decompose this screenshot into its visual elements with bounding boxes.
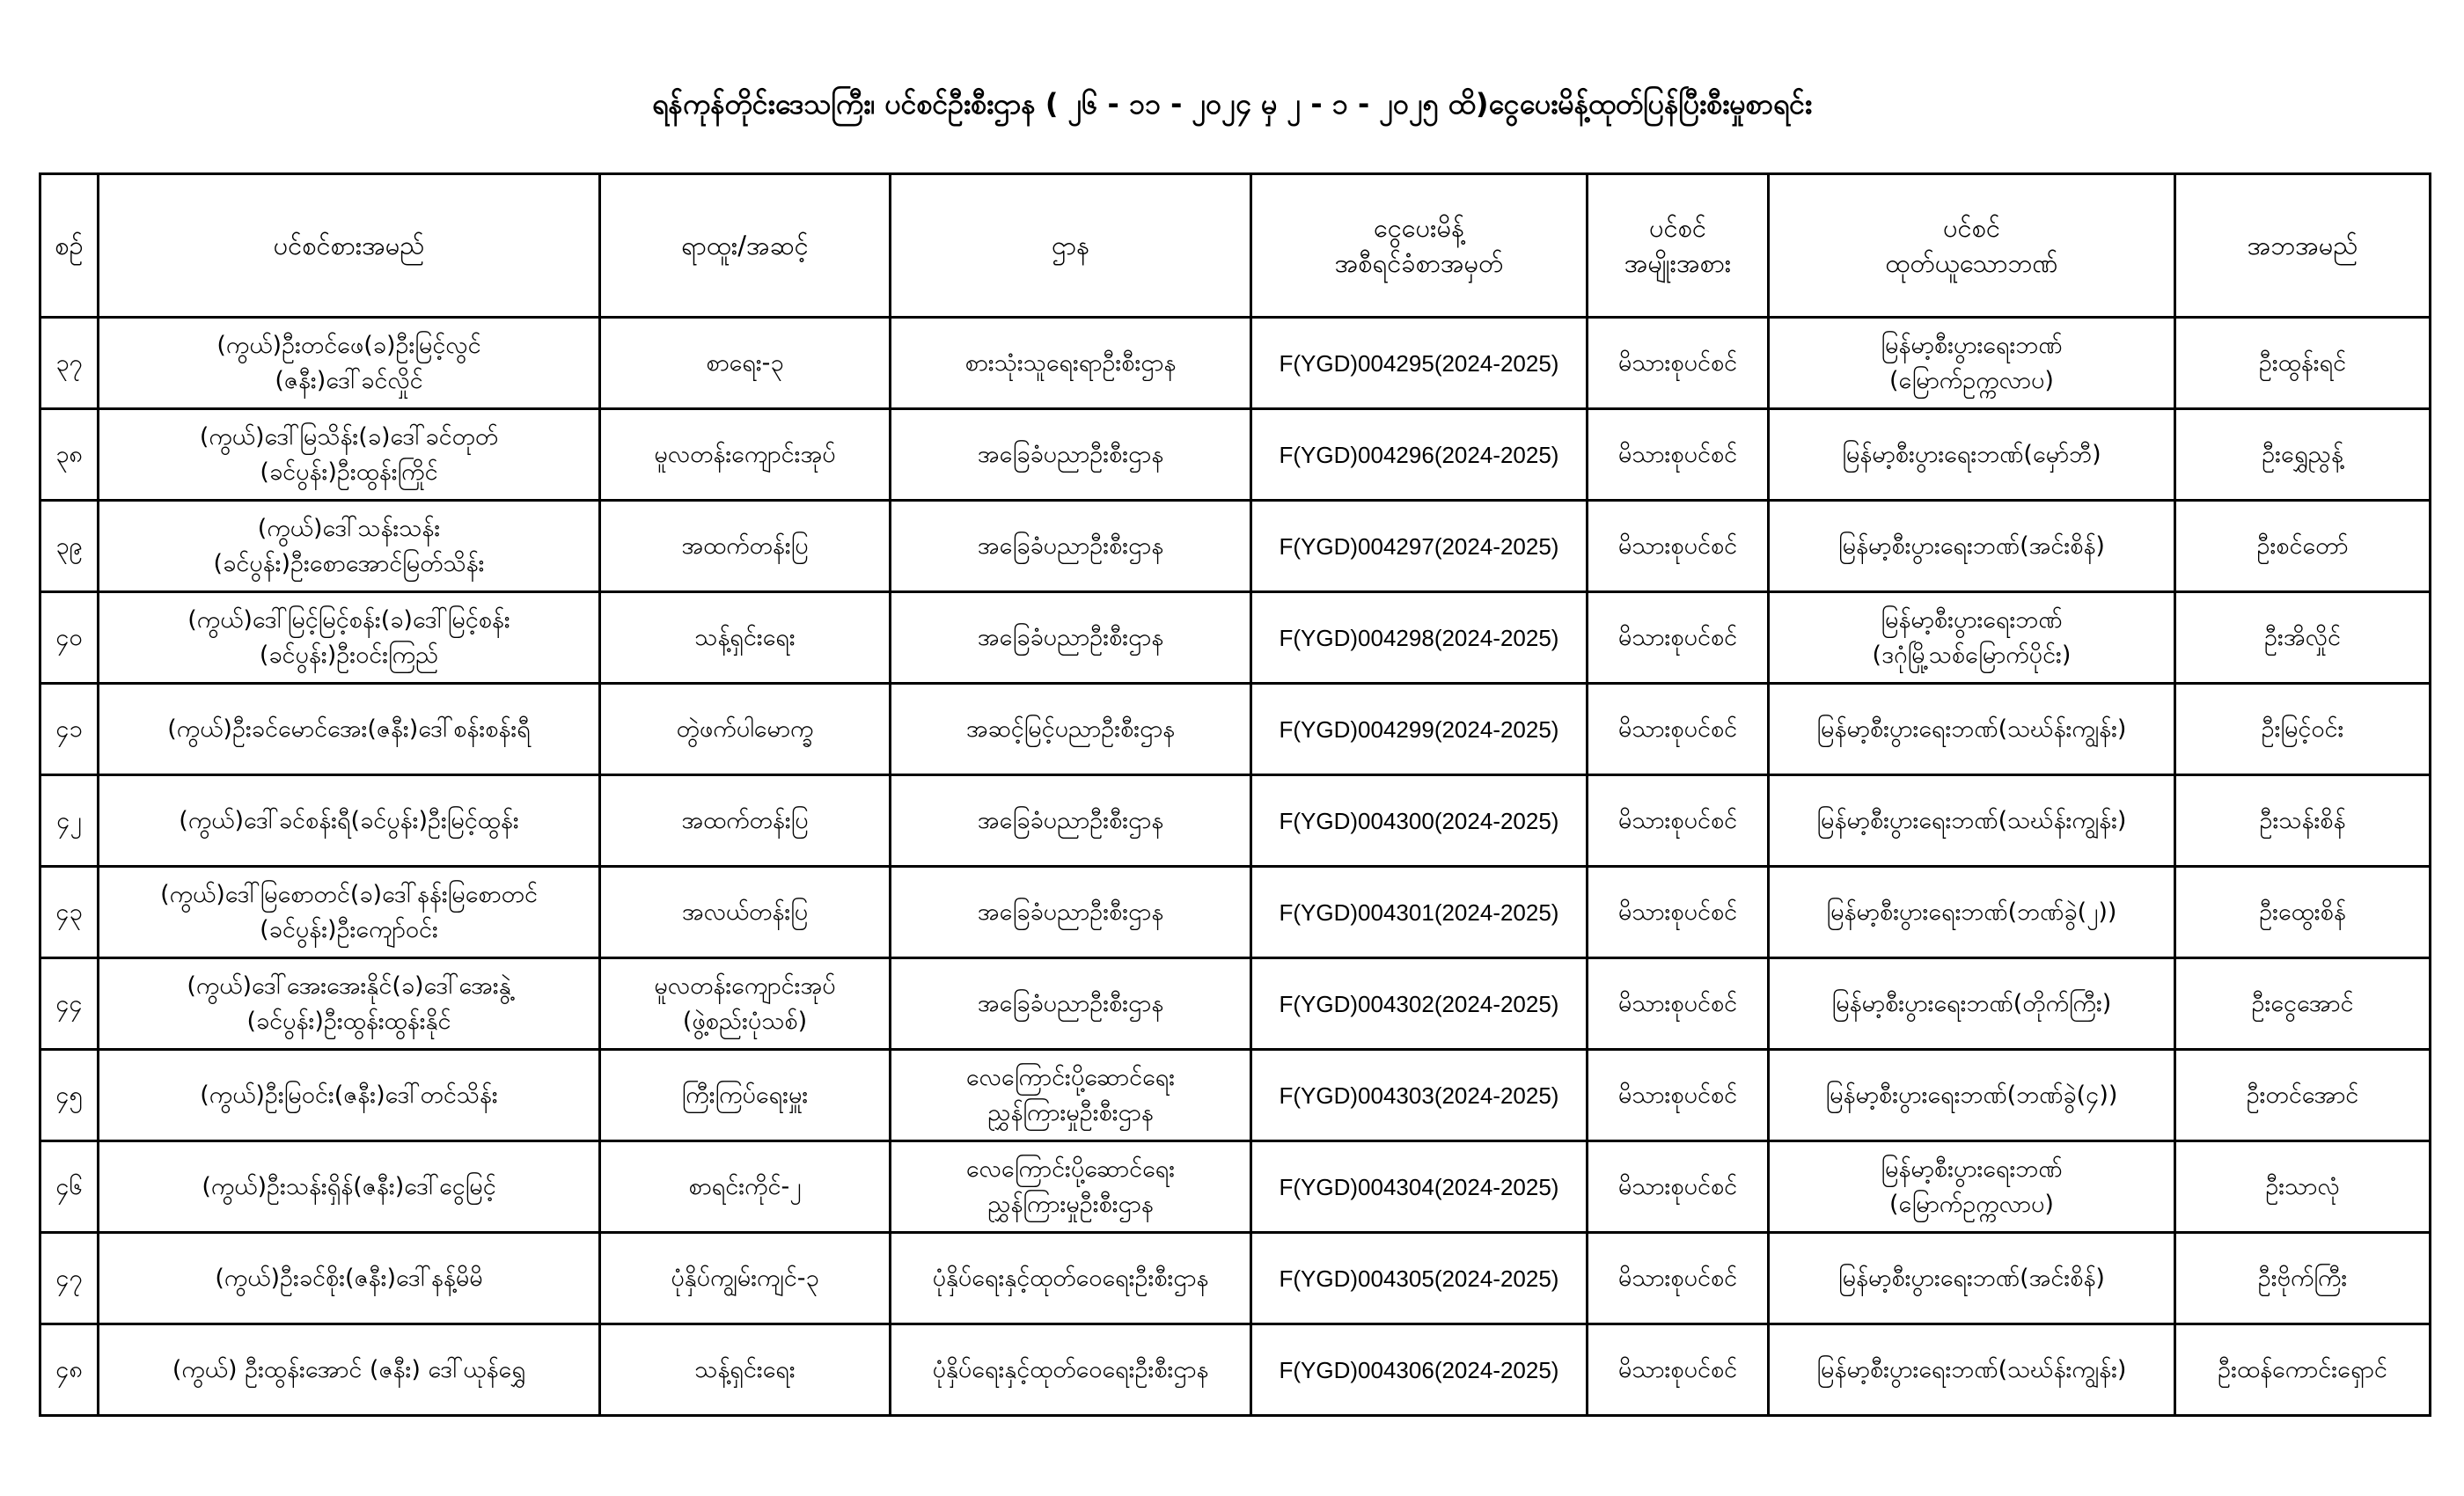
- cell-position: အထက်တန်းပြ: [600, 501, 891, 592]
- cell-father-name: ဦးထွေးစိန်: [2175, 867, 2431, 958]
- cell-voucher-no: F(YGD)004300(2024-2025): [1251, 775, 1588, 867]
- cell-pension-type: မိသားစုပင်စင်: [1588, 409, 1769, 501]
- cell-pension-type: မိသားစုပင်စင်: [1588, 867, 1769, 958]
- cell-pension-type: မိသားစုပင်စင်: [1588, 1324, 1769, 1416]
- cell-voucher-no: F(YGD)004295(2024-2025): [1251, 318, 1588, 409]
- cell-department: ပုံနှိပ်ရေးနှင့်ထုတ်ဝေရေးဦးစီးဌာန: [891, 1233, 1251, 1324]
- table-row: [40, 318, 2431, 409]
- header-pension-type: ပင်စင် အမျိုးအစား: [1588, 174, 1769, 318]
- cell-department: အခြေခံပညာဦးစီးဌာန: [891, 409, 1251, 501]
- cell-pension-type: မိသားစုပင်စင်: [1588, 501, 1769, 592]
- cell-voucher-no: F(YGD)004306(2024-2025): [1251, 1324, 1588, 1416]
- cell-pensioner-name: (ကွယ်)ဦးတင်ဖေ(ခ)ဦးမြင့်လွင် (ဇနီး)ဒေါ်ခင်လှိုင်: [99, 318, 600, 409]
- cell-department: အခြေခံပညာဦးစီးဌာန: [891, 958, 1251, 1050]
- cell-father-name: ဦးစင်တော်: [2175, 501, 2431, 592]
- pension-table: [39, 172, 2431, 1417]
- header-father-name: အဘအမည်: [2175, 174, 2431, 318]
- cell-voucher-no: F(YGD)004305(2024-2025): [1251, 1233, 1588, 1324]
- cell-bank: မြန်မာ့စီးပွားရေးဘဏ် (ဒဂုံမြို့သစ်မြောက်ပိုင်း): [1769, 592, 2175, 684]
- cell-bank: မြန်မာ့စီးပွားရေးဘဏ်(မှော်ဘီ): [1769, 409, 2175, 501]
- cell-serial-no: ၃၇: [40, 318, 99, 409]
- cell-father-name: ဦးရွှေညွန့်: [2175, 409, 2431, 501]
- cell-position: တွဲဖက်ပါမောက္ခ: [600, 684, 891, 775]
- table-row: [40, 1050, 2431, 1141]
- table-row: [40, 1324, 2431, 1416]
- cell-department: လေကြောင်းပို့ဆောင်ရေး ညွှန်ကြားမှုဦးစီးဌာန: [891, 1141, 1251, 1233]
- header-pensioner-name: ပင်စင်စားအမည်: [99, 174, 600, 318]
- table-row: [40, 958, 2431, 1050]
- table-row: [40, 684, 2431, 775]
- table-header-row: [40, 174, 2431, 318]
- table-row: [40, 409, 2431, 501]
- cell-position: စာရင်းကိုင်-၂: [600, 1141, 891, 1233]
- cell-pensioner-name: (ကွယ်)ဦးမြဝင်း(ဇနီး)ဒေါ်တင်သိန်း: [99, 1050, 600, 1141]
- cell-voucher-no: F(YGD)004303(2024-2025): [1251, 1050, 1588, 1141]
- cell-voucher-no: F(YGD)004296(2024-2025): [1251, 409, 1588, 501]
- header-department: ဌာန: [891, 174, 1251, 318]
- cell-position: အလယ်တန်းပြ: [600, 867, 891, 958]
- cell-serial-no: ၄၅: [40, 1050, 99, 1141]
- cell-department: အခြေခံပညာဦးစီးဌာန: [891, 501, 1251, 592]
- cell-pension-type: မိသားစုပင်စင်: [1588, 1050, 1769, 1141]
- cell-voucher-no: F(YGD)004297(2024-2025): [1251, 501, 1588, 592]
- cell-bank: မြန်မာ့စီးပွားရေးဘဏ်(သဃ်န်းကျွန်း): [1769, 775, 2175, 867]
- cell-pensioner-name: (ကွယ်)ဦးသန်းရှိန်(ဇနီး)ဒေါ်ငွေမြင့်: [99, 1141, 600, 1233]
- cell-bank: မြန်မာ့စီးပွားရေးဘဏ်(သဃ်န်းကျွန်း): [1769, 1324, 2175, 1416]
- cell-father-name: ဦးသာလုံ: [2175, 1141, 2431, 1233]
- cell-position: ကြီးကြပ်ရေးမှူး: [600, 1050, 891, 1141]
- cell-pension-type: မိသားစုပင်စင်: [1588, 775, 1769, 867]
- cell-father-name: ဦးမြင့်ဝင်း: [2175, 684, 2431, 775]
- cell-bank: မြန်မာ့စီးပွားရေးဘဏ်(တိုက်ကြီး): [1769, 958, 2175, 1050]
- table-row: [40, 592, 2431, 684]
- cell-serial-no: ၄၁: [40, 684, 99, 775]
- cell-father-name: ဦးသန်းစိန်: [2175, 775, 2431, 867]
- header-serial-no: စဉ်: [40, 174, 99, 318]
- cell-position: စာရေး-၃: [600, 318, 891, 409]
- cell-pensioner-name: (ကွယ်)ဦးခင်မောင်အေး(ဇနီး)ဒေါ်စန်းစန်းရီ: [99, 684, 600, 775]
- cell-position: သန့်ရှင်းရေး: [600, 1324, 891, 1416]
- cell-department: အခြေခံပညာဦးစီးဌာန: [891, 775, 1251, 867]
- cell-pensioner-name: (ကွယ်)ဦးခင်စိုး(ဇနီး)ဒေါ်နန့်မိမိ: [99, 1233, 600, 1324]
- cell-father-name: ဦးထွန်းရင်: [2175, 318, 2431, 409]
- cell-voucher-no: F(YGD)004304(2024-2025): [1251, 1141, 1588, 1233]
- cell-pension-type: မိသားစုပင်စင်: [1588, 958, 1769, 1050]
- cell-pension-type: မိသားစုပင်စင်: [1588, 1141, 1769, 1233]
- cell-serial-no: ၄၇: [40, 1233, 99, 1324]
- cell-pension-type: မိသားစုပင်စင်: [1588, 684, 1769, 775]
- cell-bank: မြန်မာ့စီးပွားရေးဘဏ်(ဘဏ်ခွဲ(၄)): [1769, 1050, 2175, 1141]
- header-voucher-no: ငွေပေးမိန့် အစီရင်ခံစာအမှတ်: [1251, 174, 1588, 318]
- table-row: [40, 867, 2431, 958]
- cell-position: ပုံနှိပ်ကျွမ်းကျင်-၃: [600, 1233, 891, 1324]
- cell-pension-type: မိသားစုပင်စင်: [1588, 592, 1769, 684]
- cell-serial-no: ၄၆: [40, 1141, 99, 1233]
- cell-pensioner-name: (ကွယ်)ဒေါ်ခင်စန်းရီ(ခင်ပွန်း)ဦးမြင့်ထွန်း: [99, 775, 600, 867]
- cell-voucher-no: F(YGD)004302(2024-2025): [1251, 958, 1588, 1050]
- cell-position: အထက်တန်းပြ: [600, 775, 891, 867]
- cell-department: ပုံနှိပ်ရေးနှင့်ထုတ်ဝေရေးဦးစီးဌာန: [891, 1324, 1251, 1416]
- cell-pensioner-name: (ကွယ်)ဒေါ်မြသိန်း(ခ)ဒေါ်ခင်တုတ် (ခင်ပွန်း)ဦးထွန်းကြိုင်: [99, 409, 600, 501]
- cell-department: စားသုံးသူရေးရာဦးစီးဌာန: [891, 318, 1251, 409]
- cell-position: မူလတန်းကျောင်းအုပ် (ဖွဲ့စည်းပုံသစ်): [600, 958, 891, 1050]
- cell-voucher-no: F(YGD)004301(2024-2025): [1251, 867, 1588, 958]
- cell-father-name: ဦးတင်အောင်: [2175, 1050, 2431, 1141]
- cell-pension-type: မိသားစုပင်စင်: [1588, 1233, 1769, 1324]
- table-row: [40, 501, 2431, 592]
- table-row: [40, 1233, 2431, 1324]
- cell-pensioner-name: (ကွယ်)ဒေါ်သန်းသန်း (ခင်ပွန်း)ဦးစောအောင်မြတ်သိန်း: [99, 501, 600, 592]
- cell-voucher-no: F(YGD)004298(2024-2025): [1251, 592, 1588, 684]
- cell-serial-no: ၄၀: [40, 592, 99, 684]
- cell-serial-no: ၄၄: [40, 958, 99, 1050]
- cell-pensioner-name: (ကွယ်)ဒေါ်အေးအေးနိုင်(ခ)ဒေါ်အေးနွဲ့ (ခင်ပွန်း)ဦးထွန်းထွန်းနိုင်: [99, 958, 600, 1050]
- cell-department: အဆင့်မြင့်ပညာဦးစီးဌာန: [891, 684, 1251, 775]
- cell-position: သန့်ရှင်းရေး: [600, 592, 891, 684]
- cell-father-name: ဦးထန်ကောင်းရှောင်: [2175, 1324, 2431, 1416]
- cell-department: လေကြောင်းပို့ဆောင်ရေး ညွှန်ကြားမှုဦးစီးဌာန: [891, 1050, 1251, 1141]
- cell-father-name: ဦးဗိုက်ကြီး: [2175, 1233, 2431, 1324]
- cell-father-name: ဦးငွေအောင်: [2175, 958, 2431, 1050]
- header-bank: ပင်စင် ထုတ်ယူသောဘဏ်: [1769, 174, 2175, 318]
- header-position: ရာထူး/အဆင့်: [600, 174, 891, 318]
- cell-bank: မြန်မာ့စီးပွားရေးဘဏ်(အင်းစိန်): [1769, 1233, 2175, 1324]
- page-title: ရန်ကုန်တိုင်းဒေသကြီး၊ ပင်စင်ဦးစီးဌာန ( ၂၆ - ၁၁ - ၂၀၂၄ မှ ၂ - ၁ - ၂၀၂၅ ထိ)ငွေပေးမိန့်ထုတ်ပြန်ပြီးစီးမှုစာရင်း: [651, 87, 1813, 121]
- cell-serial-no: ၃၉: [40, 501, 99, 592]
- cell-pension-type: မိသားစုပင်စင်: [1588, 318, 1769, 409]
- cell-bank: မြန်မာ့စီးပွားရေးဘဏ်(အင်းစိန်): [1769, 501, 2175, 592]
- cell-serial-no: ၄၃: [40, 867, 99, 958]
- table-row: [40, 1141, 2431, 1233]
- cell-serial-no: ၄၈: [40, 1324, 99, 1416]
- cell-department: အခြေခံပညာဦးစီးဌာန: [891, 867, 1251, 958]
- cell-bank: မြန်မာ့စီးပွားရေးဘဏ် (မြောက်ဥက္ကလာပ): [1769, 1141, 2175, 1233]
- table-row: [40, 775, 2431, 867]
- cell-serial-no: ၄၂: [40, 775, 99, 867]
- cell-pensioner-name: (ကွယ်) ဦးထွန်းအောင် (ဇနီး) ဒေါ်ယုန်ရွှေ: [99, 1324, 600, 1416]
- cell-bank: မြန်မာ့စီးပွားရေးဘဏ်(သဃ်န်းကျွန်း): [1769, 684, 2175, 775]
- cell-voucher-no: F(YGD)004299(2024-2025): [1251, 684, 1588, 775]
- cell-bank: မြန်မာ့စီးပွားရေးဘဏ်(ဘဏ်ခွဲ(၂)): [1769, 867, 2175, 958]
- cell-father-name: ဦးအိလှိုင်: [2175, 592, 2431, 684]
- cell-pensioner-name: (ကွယ်)ဒေါ်မြစောတင်(ခ)ဒေါ်နန်းမြစောတင် (ခင်ပွန်း)ဦးကျော်ဝင်း: [99, 867, 600, 958]
- cell-bank: မြန်မာ့စီးပွားရေးဘဏ် (မြောက်ဥက္ကလာပ): [1769, 318, 2175, 409]
- cell-position: မူလတန်းကျောင်းအုပ်: [600, 409, 891, 501]
- cell-department: အခြေခံပညာဦးစီးဌာန: [891, 592, 1251, 684]
- cell-pensioner-name: (ကွယ်)ဒေါ်မြင့်မြင့်စန်း(ခ)ဒေါ်မြင့်စန်း (ခင်ပွန်း)ဦးဝင်းကြည်: [99, 592, 600, 684]
- cell-serial-no: ၃၈: [40, 409, 99, 501]
